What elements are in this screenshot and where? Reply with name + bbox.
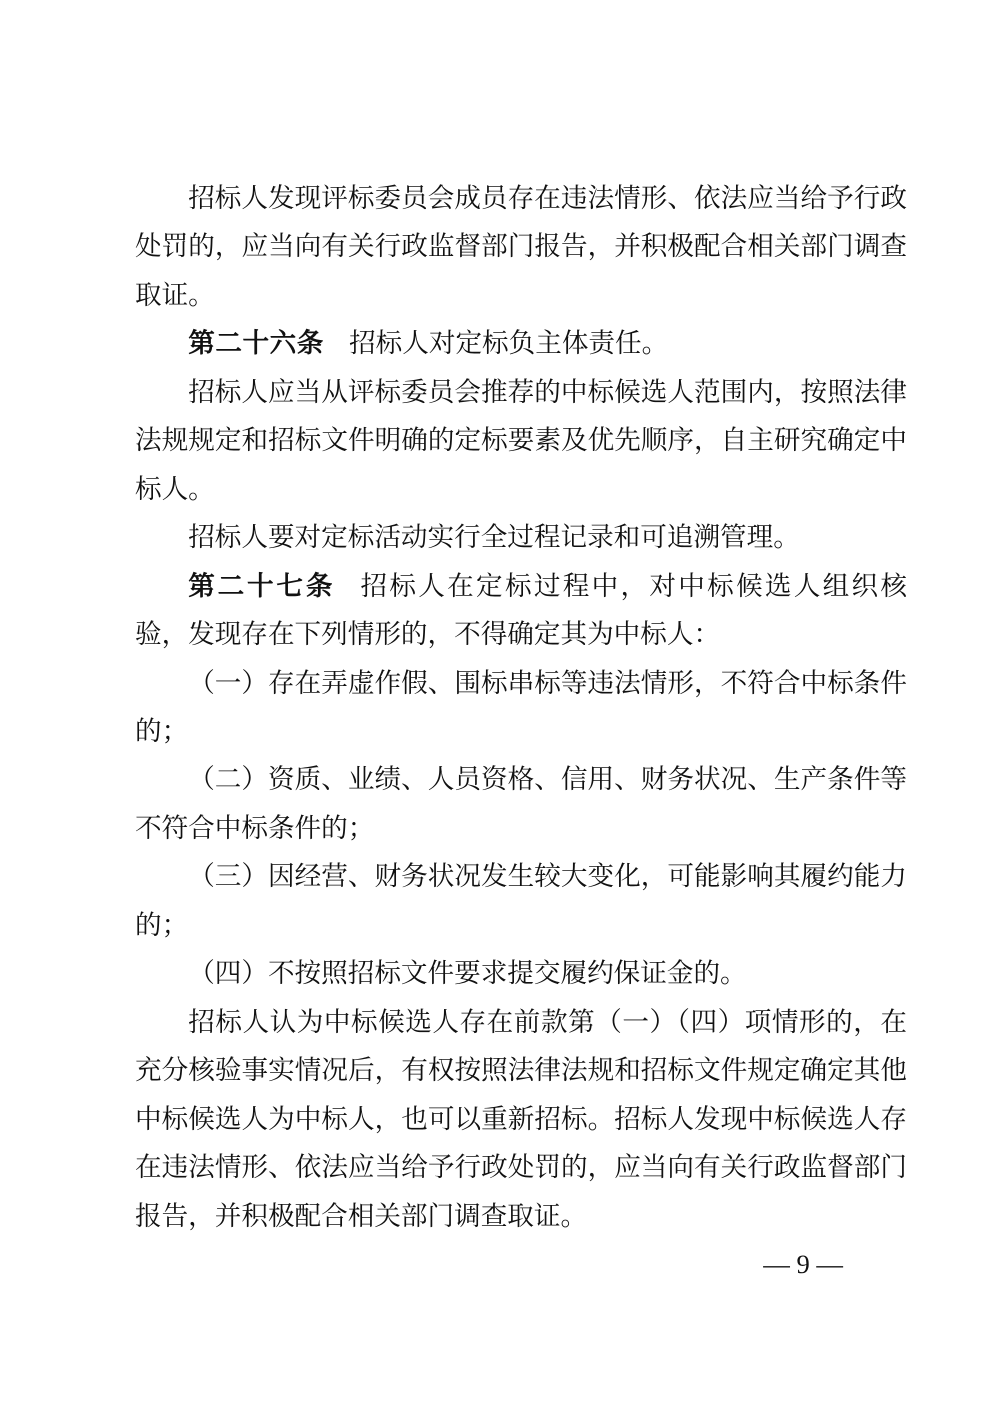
paragraph-text: 招标人认为中标候选人存在前款第（一）（四）项情形的，在充分核验事实情况后，有权按照法律法规和招标文件规定确定其他中标候选人为中标人，也可以重新招标。招标人发现中标候选人存在违法情形、依法应当给予行政处罚的，应当向有关行政监督部门报告，并积极配合相关部门调查取证。 (135, 1006, 907, 1231)
list-item-paragraph (135, 755, 907, 852)
page-number: — 9 — (763, 1249, 843, 1279)
list-item-paragraph (135, 659, 907, 756)
article-text: 招标人在定标过程中，对中标候选人组织核验，发现存在下列情形的，不得确定其为中标人： (135, 570, 907, 650)
article-paragraph (135, 319, 907, 367)
list-item-text: （三）因经营、财务状况发生较大变化，可能影响其履约能力的； (135, 861, 907, 940)
paragraph-text: 招标人要对定标活动实行全过程记录和可追溯管理。 (188, 522, 800, 553)
list-item-text: （二）资质、业绩、人员资格、信用、财务状况、生产条件等不符合中标条件的； (135, 764, 907, 843)
paragraph-text: 招标人应当从评标委员会推荐的中标候选人范围内，按照法律法规规定和招标文件明确的定标要素及优先顺序，自主研究确定中标人。 (135, 376, 907, 504)
article-text: 招标人对定标负主体责任。 (349, 328, 669, 359)
paragraph (135, 998, 907, 1240)
article-number-label: 第二十七条 (188, 570, 336, 601)
list-item-paragraph (135, 949, 907, 997)
article-number-label: 第二十六条 (188, 328, 324, 359)
list-item-paragraph (135, 852, 907, 949)
paragraph (135, 174, 907, 319)
document-body (135, 174, 907, 1240)
list-item-text: （四）不按照招标文件要求提交履约保证金的。 (188, 958, 747, 989)
paragraph (135, 513, 907, 561)
list-item-text: （一）存在弄虚作假、围标串标等违法情形，不符合中标条件的； (135, 667, 907, 746)
paragraph (135, 368, 907, 513)
paragraph-text: 招标人发现评标委员会成员存在违法情形、依法应当给予行政处罚的，应当向有关行政监督部门报告，并积极配合相关部门调查取证。 (135, 183, 907, 310)
article-paragraph (135, 562, 907, 659)
